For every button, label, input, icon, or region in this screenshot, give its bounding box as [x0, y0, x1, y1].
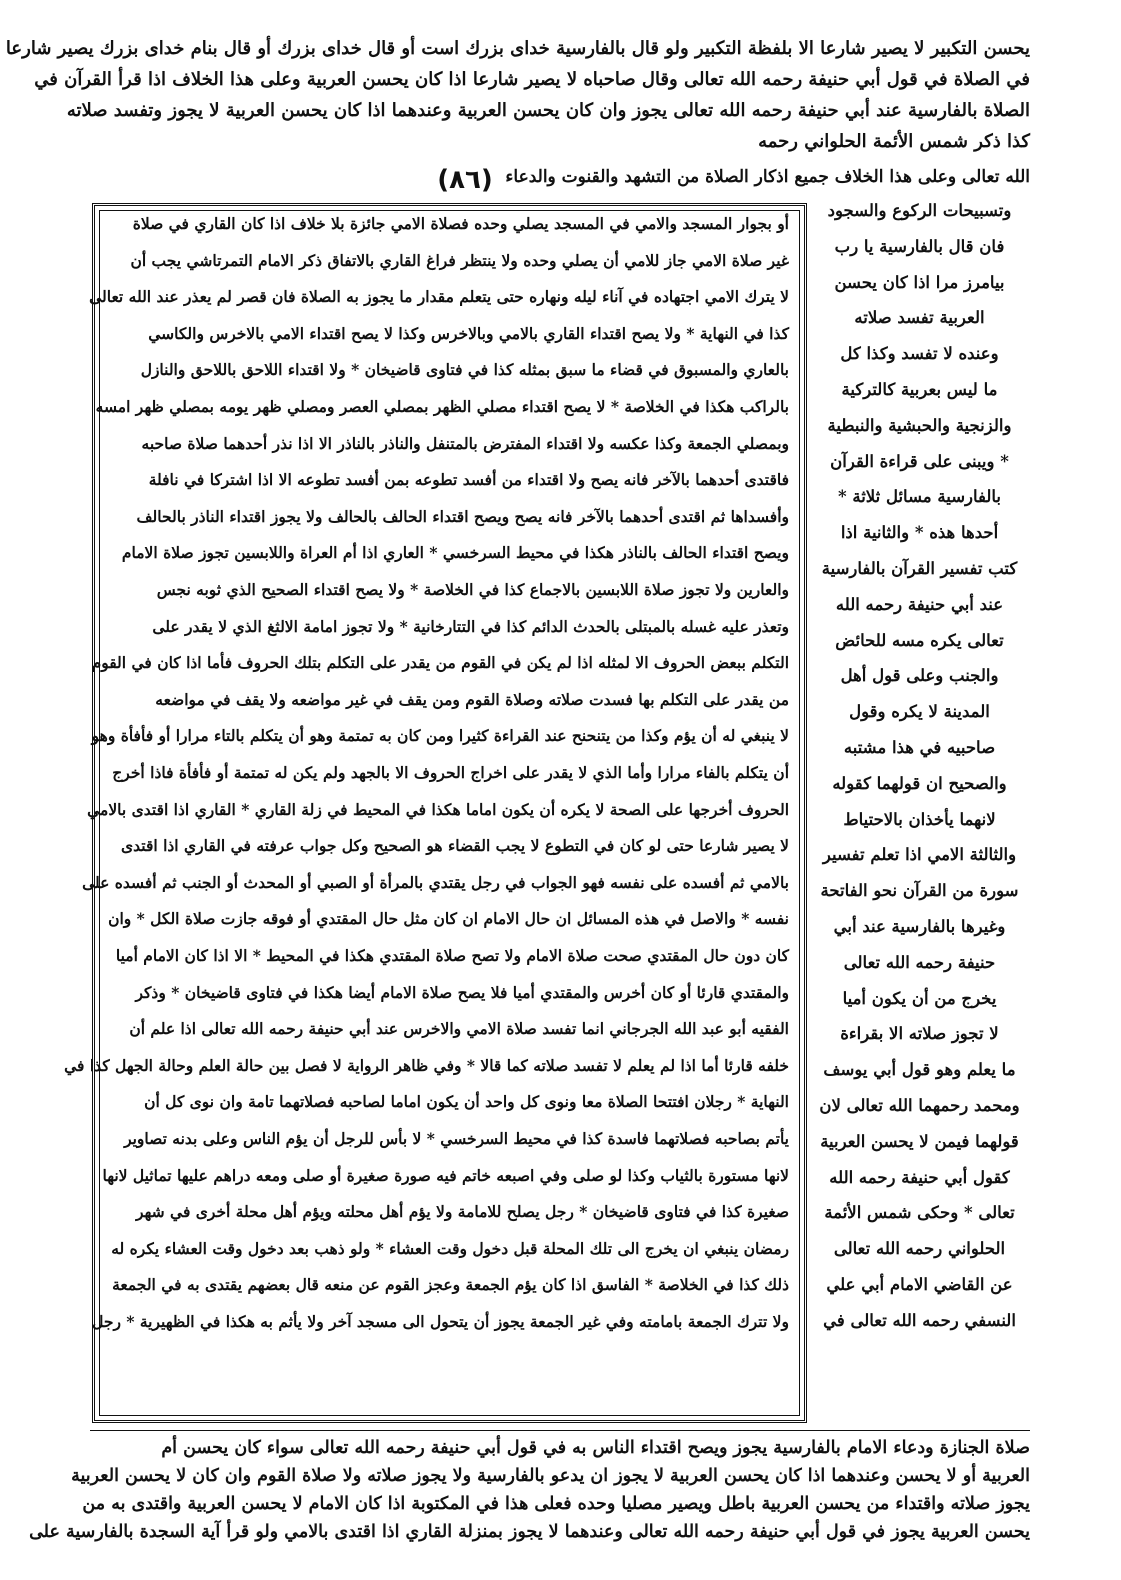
- main-line: لانها مستورة بالثياب وكذا لو صلى وفي اصبعه خاتم فيه صورة صغيرة أو صلى ومعه دراهم عليها تماثيل لانها: [102, 1165, 789, 1185]
- top-line: في الصلاة في قول أبي حنيفة رحمه الله تعالى وقال صاحباه لا يصير شارعا اذا كان يحسن العربية وعلى هذا الخلاف اذا قرأ القرآن في: [34, 69, 1030, 90]
- margin-line: عن القاضي الامام أبي علي: [826, 1275, 1013, 1294]
- main-line: صغيرة كذا في فتاوى قاضيخان * رجل يصلح للامامة ولا يؤم أهل محلته ويؤم أهل محلة أخرى في شهر: [135, 1202, 789, 1222]
- margin-line: وعنده لا تفسد وكذا كل: [840, 344, 999, 364]
- margin-line: تعالى يكره مسه للحائض: [835, 630, 1004, 650]
- bottom-line: صلاة الجنازة ودعاء الامام بالفارسية يجوز ويصح اقتداء الناس به في قول أبي حنيفة رحمه الله تعالى سواء كان يحسن أم: [161, 1438, 1030, 1458]
- main-line: يأتم بصاحبه فصلاتهما فاسدة كذا في محيط السرخسي * لا بأس للرجل أن يؤم الناس وعلى بدنه تصاوير: [124, 1129, 789, 1148]
- main-line: بالراكب هكذا في الخلاصة * لا يصح اقتداء مصلي الظهر بمصلي العصر ومصلي ظهر يومه بمصلي ظهر امسه: [95, 397, 789, 416]
- main-line: رمضان ينبغي ان يخرج الى تلك المحلة قبل دخول وقت العشاء * ولو ذهب بعد دخول وقت العشاء يكره له: [111, 1238, 789, 1258]
- main-line: لا يصير شارعا حتى لو كان في التطوع لا يجب القضاء هو الصحيح وكل جواب عرفته في القاري اذا اقتدى: [121, 836, 789, 856]
- margin-commentary: [812, 203, 1027, 1423]
- bottom-divider: [90, 1430, 1030, 1431]
- main-line: التكلم ببعض الحروف الا لمثله اذا لم يكن في القوم من يقدر على التكلم بتلك الحروف فأما اذا كان في القوم: [91, 653, 789, 673]
- main-line: كان دون حال المقتدي صحت صلاة الامام ولا تصح صلاة المقتدي هكذا في المحيط * الا اذا كان الامام أميا: [115, 946, 789, 965]
- main-line: أو بجوار المسجد والامي في المسجد يصلي وحده فصلاة الامي جائزة بلا خلاف اذا كان القاري في صلاة: [132, 214, 789, 233]
- bottom-line: يجوز صلاته واقتداء من يحسن العربية باطل ويصير مصليا وحده فعلى هذا في المكتوبة اذا كان الامام لا يحسن العربية واقتدى به من: [82, 1494, 1030, 1514]
- main-line: وأفسداها ثم اقتدى أحدهما بالآخر فانه يصح ويصح اقتداء الحالف بالحالف ولا يجوز اقتداء الناذر بالحالف: [136, 506, 789, 526]
- margin-line: والصحيح ان قولهما كقوله: [832, 773, 1007, 793]
- margin-line: حنيفة رحمه الله تعالى: [843, 952, 996, 972]
- main-line: خلفه قارئا أما اذا لم يعلم لا تفسد صلاته كما قالا * وفي ظاهر الرواية لا فصل بين حالة العلم وحالة الجهل كذا في: [64, 1055, 789, 1075]
- main-line: بالامي ثم أفسده على نفسه فهو الجواب في رجل يقتدي بالمرأة أو الصبي أو المحدث أو الجنب ثم أفسده على: [82, 872, 789, 892]
- main-line: وتعذر عليه غسله بالمبتلى بالحدث الدائم كذا في التتارخانية * ولا تجوز امامة الالثغ الذي لا يقدر على: [152, 616, 789, 636]
- main-line: من يقدر على التكلم بها فسدت صلاته وصلاة القوم ومن يقف في غير مواضعه ولا يقف في مواضعه: [155, 689, 789, 709]
- bottom-line: العربية أو لا يحسن وعندهما اذا كان يحسن العربية لا يجوز ان يدعو بالفارسية ولا يجوز صلاته ولا صلاة القوم وان كان لا يحسن العربية: [71, 1466, 1030, 1486]
- margin-line: * ويبنى على قراءة القرآن: [830, 451, 1009, 471]
- top-line: يحسن التكبير لا يصير شارعا الا بلفظة التكبير ولو قال بالفارسية خداى بزرك است أو قال خداى بزرك أو قال بنام خداى بزرك يصير شارعا: [5, 38, 1030, 59]
- main-line: وبمصلي الجمعة وكذا عكسه ولا اقتداء المفترض بالمتنفل والناذر بالناذر الا اذا نذر أحدهما صلاة صاحبه: [141, 433, 789, 453]
- margin-line: الحلواني رحمه الله تعالى: [833, 1239, 1006, 1259]
- top-line: كذا ذكر شمس الأئمة الحلواني رحمه: [758, 131, 1030, 152]
- margin-line: النسفي رحمه الله تعالى في: [823, 1310, 1016, 1330]
- page-number: (٨٦): [437, 165, 493, 195]
- margin-line: تعالى * وحكى شمس الأئمة: [824, 1203, 1015, 1223]
- margin-line: سورة من القرآن نحو الفاتحة: [820, 881, 1019, 901]
- margin-line: ما ليس بعربية كالتركية: [841, 380, 998, 399]
- margin-line: لانهما يأخذان بالاحتياط: [843, 809, 996, 829]
- margin-line: وتسبيحات الركوع والسجود: [827, 201, 1012, 220]
- main-line: الفقيه أبو عبد الله الجرجاني انما تفسد صلاة الامي والاخرس عند أبي حنيفة رحمه الله تعالى اذا علم أن: [129, 1019, 789, 1039]
- margin-line: لا تجوز صلاته الا بقراءة: [840, 1024, 999, 1044]
- margin-line: والزنجية والحبشية والنبطية: [827, 415, 1012, 435]
- margin-line: ما يعلم وهو قول أبي يوسف: [823, 1060, 1016, 1080]
- margin-line: والثالثة الامي اذا تعلم تفسير: [822, 845, 1017, 865]
- main-line: كذا في النهاية * ولا يصح اقتداء القاري بالامي وبالاخرس وكذا لا يصح اقتداء الامي بالاخرس والكاسي: [148, 323, 789, 343]
- header-text: الله تعالى وعلى هذا الخلاف جميع اذكار الصلاة من التشهد والقنوت والدعاء: [505, 167, 1030, 187]
- margin-line: بالفارسية مسائل ثلاثة *: [837, 487, 1002, 507]
- margin-line: ومحمد رحمهما الله تعالى لان: [819, 1096, 1020, 1115]
- top-line: الصلاة بالفارسية عند أبي حنيفة رحمه الله تعالى يجوز وان كان يحسن العربية وعندهما اذا كان يحسن العربية لا يجوز وتفسد صلاته: [66, 100, 1030, 121]
- margin-line: والجنب وعلى قول أهل: [840, 666, 999, 686]
- margin-line: فان قال بالفارسية يا رب: [834, 236, 1005, 256]
- main-line: لا يترك الامي اجتهاده في آناء ليله ونهاره حتى يتعلم مقدار ما يجوز به الصلاة فان قصر لم يعذر عند الله تعالى: [89, 287, 789, 307]
- margin-line: بيامرز مرا اذا كان يحسن: [834, 272, 1005, 292]
- main-line: فاقتدى أحدهما بالآخر فانه يصح ولا اقتداء من أفسد تطوعه بمن أفسد تطوعه الا اذا اشتركا في نافلة: [148, 470, 789, 490]
- main-line: ولا تترك الجمعة بامامته وفي غير الجمعة يجوز أن يتحول الى مسجد آخر ولا يأثم به هكذا في الظهيرية * رجل: [92, 1312, 789, 1331]
- bottom-line: يحسن العربية يجوز في قول أبي حنيفة رحمه الله تعالى وعندهما لا يجوز بمنزلة القاري اذا اقتدى بالامي ولو قرأ آية السجدة بالفارسية على: [29, 1522, 1030, 1542]
- margin-line: قولهما فيمن لا يحسن العربية: [820, 1131, 1019, 1151]
- margin-line: عند أبي حنيفة رحمه الله: [835, 594, 1004, 614]
- main-text-frame: [64, 203, 807, 1423]
- main-line: والمقتدي قارئا أو كان أخرس والمقتدي أميا فلا يصح صلاة الامام أيضا هكذا في فتاوى قاضيخان * وذكر: [135, 982, 789, 1002]
- running-header: [420, 165, 1030, 201]
- main-line: الحروف أخرجها على الصحة لا يكره أن يكون اماما هكذا في المحيط في زلة القاري * القاري اذا اقتدى بالامي: [87, 799, 789, 819]
- margin-line: العربية تفسد صلاته: [854, 308, 985, 328]
- margin-line: يخرج من أن يكون أميا: [842, 988, 997, 1008]
- margin-line: أحدها هذه * والثانية اذا: [840, 523, 999, 543]
- margin-line: وغيرها بالفارسية عند أبي: [833, 917, 1006, 936]
- main-line: النهاية * رجلان افتتحا الصلاة معا ونوى كل واحد أن يكون اماما لصاحبه فصلاتهما تامة وان نوى كل أن: [144, 1092, 789, 1112]
- main-line: نفسه * والاصل في هذه المسائل ان حال الامام ان كان مثل حال المقتدي أو فوقه جازت صلاة الكل * وان: [108, 909, 789, 929]
- main-line: والعارين ولا تجوز صلاة اللابسين بالاجماع كذا في الخلاصة * ولا يصح اقتداء الصحيح الذي ثوبه نجس: [156, 580, 789, 599]
- margin-line: صاحبيه في هذا مشتبه: [843, 738, 996, 757]
- main-line: غير صلاة الامي جاز للامي أن يصلي وحده ولا ينتظر فراغ القاري بالاتفاق ذكر الامام التمرتاشي يجب أن: [130, 250, 789, 270]
- margin-line: المدينة لا يكره وقول: [849, 702, 990, 722]
- margin-line: كتب تفسير القرآن بالفارسية: [821, 559, 1018, 578]
- main-line: لا ينبغي له أن يؤم وكذا من يتنحنح عند القراءة كثيرا ومن كان به تمتمة وهو أن يتكلم بالتاء مرارا أو فأفأة وهو: [91, 726, 789, 746]
- main-line: أن يتكلم بالفاء مرارا وأما الذي لا يقدر على اخراج الحروف الا بالجهد ولم يكن له تمتمة أو فأفأة فاذا أخرج: [112, 763, 789, 782]
- main-line: ذلك كذا في الخلاصة * الفاسق اذا كان يؤم الجمعة وعجز القوم عن منعه قال بعضهم يقتدى به في الجمعة: [112, 1275, 789, 1295]
- main-line: بالعاري والمسبوق في قضاء ما سبق بمثله كذا في فتاوى قاضيخان * ولا اقتداء اللاحق باللاحق والنازل: [140, 360, 789, 380]
- margin-line: كقول أبي حنيفة رحمه الله: [829, 1167, 1010, 1187]
- main-line: ويصح اقتداء الحالف بالناذر هكذا في محيط السرخسي * العاري اذا أم العراة واللابسين تجوز صلاة الامام: [121, 543, 789, 563]
